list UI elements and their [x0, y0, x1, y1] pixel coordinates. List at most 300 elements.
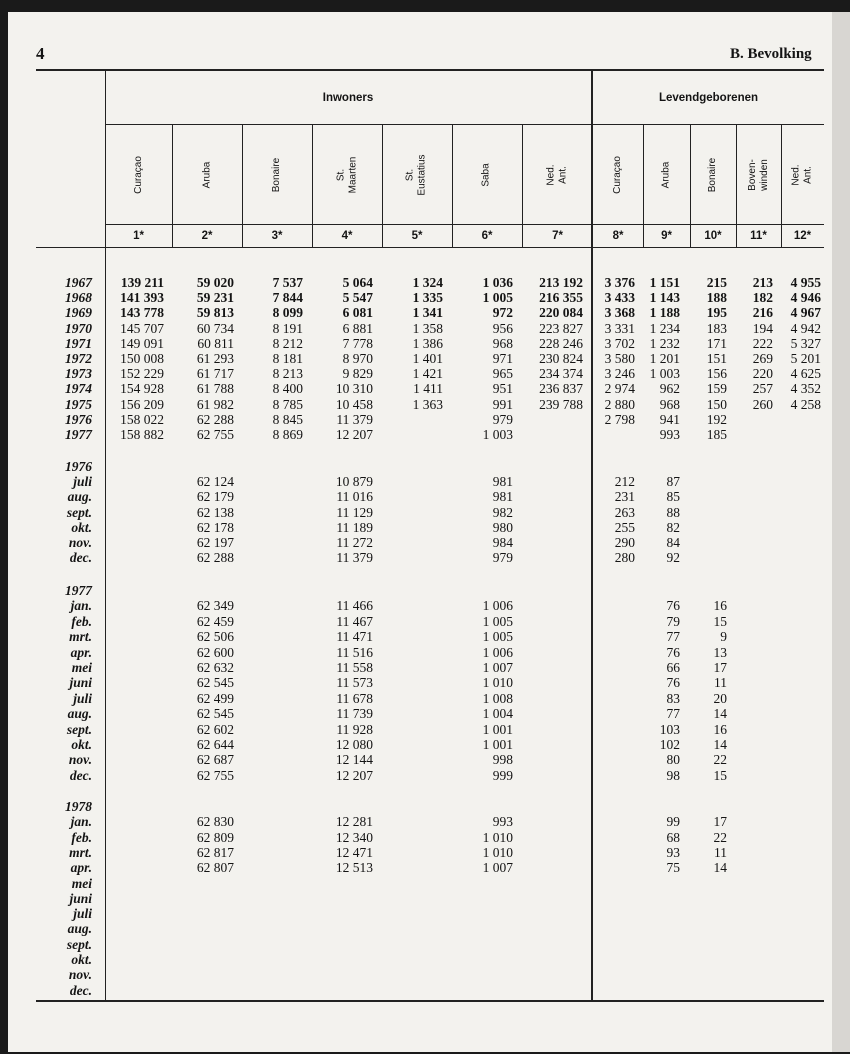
table-cell: 4 352 — [790, 381, 821, 397]
table-cell: 1 324 — [412, 275, 443, 290]
table-cell: 1 386 — [412, 335, 443, 351]
table-cell: 4 258 — [790, 396, 821, 412]
table-cell: 7 844 — [272, 290, 303, 306]
table-cell: 11 678 — [336, 690, 373, 706]
column-header-label: Ned. Ant. — [790, 164, 814, 186]
table-cell: 1 006 — [482, 598, 513, 614]
table-cell: 993 — [659, 427, 680, 442]
table-cell: 62 124 — [196, 474, 234, 490]
row-label: juni — [69, 890, 92, 906]
table-cell: 1 201 — [649, 351, 680, 366]
table-cell: 1 006 — [482, 644, 513, 660]
section-title: B. Bevolking — [730, 46, 812, 62]
table-cell: 195 — [706, 305, 727, 321]
table-cell: 981 — [492, 474, 513, 490]
row-label: 1968 — [65, 290, 92, 306]
row-label: 1977 — [65, 427, 92, 442]
column-number: 12* — [793, 230, 812, 242]
table-cell: 993 — [492, 814, 513, 830]
table-cell: 62 506 — [196, 629, 234, 645]
column-header — [736, 127, 781, 223]
table-cell: 1 007 — [482, 860, 513, 876]
table-cell: 12 207 — [335, 767, 373, 783]
table-cell: 1 008 — [482, 690, 513, 706]
table-cell: 1 232 — [649, 335, 680, 351]
table-cell: 85 — [666, 489, 680, 505]
table-cell: 223 827 — [539, 320, 583, 336]
table-cell: 76 — [666, 598, 680, 614]
table-cell: 234 374 — [539, 366, 583, 382]
table-cell: 13 — [713, 644, 727, 660]
table-cell: 11 928 — [336, 721, 373, 737]
column-header-label: Bonaire — [707, 157, 718, 193]
table-cell: 965 — [492, 366, 513, 382]
table-cell: 11 558 — [336, 660, 373, 675]
table-cell: 62 809 — [196, 829, 234, 845]
table-cell: 968 — [659, 396, 680, 412]
table-cell: 76 — [666, 675, 680, 691]
table-cell: 999 — [492, 767, 513, 783]
table-cell: 62 755 — [196, 767, 234, 783]
table-cell: 182 — [752, 290, 773, 306]
table-cell: 1 234 — [649, 320, 680, 336]
table-cell: 3 376 — [604, 275, 635, 290]
group-levendgeborenen: Levendgeborenen — [658, 92, 759, 104]
table-cell: 11 379 — [336, 550, 373, 566]
row-label: 1970 — [65, 320, 92, 336]
row-label: juli — [73, 474, 92, 490]
table-cell: 8 212 — [272, 335, 303, 351]
table-cell: 20 — [713, 690, 727, 706]
table-cell: 951 — [492, 381, 513, 397]
table-cell: 231 — [614, 489, 635, 505]
table-cell: 7 778 — [342, 335, 373, 351]
column-header-label: Bonaire — [271, 157, 282, 193]
table-cell: 280 — [614, 550, 635, 566]
table-cell: 8 213 — [272, 366, 303, 382]
row-label: nov. — [68, 967, 92, 983]
table-cell: 1 005 — [482, 290, 513, 306]
table-cell: 968 — [492, 335, 513, 351]
table-cell: 103 — [659, 721, 680, 737]
column-header — [690, 127, 736, 223]
table-cell: 1 421 — [412, 366, 443, 382]
name-underline — [105, 224, 824, 225]
table-cell: 22 — [713, 829, 727, 845]
table-cell: 8 400 — [272, 381, 303, 397]
column-header — [172, 127, 242, 223]
table-cell: 8 970 — [342, 351, 373, 366]
table-cell: 962 — [659, 381, 680, 397]
table-cell: 62 138 — [196, 504, 234, 520]
table-cell: 260 — [752, 396, 773, 412]
column-header-label: Boven- winden — [746, 159, 770, 191]
table-cell: 5 327 — [790, 335, 821, 351]
row-label: 1974 — [65, 381, 92, 397]
table-cell: 1 003 — [649, 366, 680, 382]
table-cell: 5 547 — [342, 290, 373, 306]
column-number: 11* — [750, 230, 767, 242]
table-cell: 239 788 — [539, 396, 583, 412]
row-label: okt. — [71, 737, 92, 752]
table-cell: 14 — [713, 706, 727, 722]
table-cell: 61 293 — [196, 351, 234, 366]
table-cell: 14 — [713, 860, 727, 876]
row-label: okt. — [71, 952, 92, 967]
row-label: dec. — [69, 767, 92, 783]
table-cell: 979 — [492, 550, 513, 566]
table-cell: 11 466 — [336, 598, 373, 614]
table-cell: 11 573 — [336, 675, 373, 691]
table-cell: 5 201 — [790, 351, 821, 366]
row-label: juli — [73, 906, 92, 922]
column-header — [452, 127, 522, 223]
column-header — [105, 127, 172, 223]
table-cell: 66 — [666, 660, 680, 675]
column-header-label: St. Maarten — [335, 156, 358, 194]
table-cell: 80 — [666, 752, 680, 768]
table-cell: 11 — [714, 844, 727, 860]
row-label: 1976 — [65, 411, 92, 427]
table-cell: 3 246 — [604, 366, 635, 382]
column-header — [242, 127, 312, 223]
row-label: 1972 — [65, 351, 92, 366]
table-cell: 17 — [713, 660, 727, 675]
table-cell: 192 — [706, 411, 727, 427]
table-cell: 171 — [706, 335, 727, 351]
bottom-rule — [36, 1000, 824, 1002]
table-cell: 971 — [492, 351, 513, 366]
table-cell: 1 001 — [482, 721, 513, 737]
table-cell: 1 341 — [412, 305, 443, 321]
table-cell: 62 830 — [196, 814, 234, 830]
table-cell: 216 355 — [539, 290, 583, 306]
table-cell: 213 — [752, 275, 773, 290]
row-label: dec. — [69, 550, 92, 566]
table-cell: 11 467 — [336, 613, 373, 629]
table-cell: 215 — [706, 275, 727, 290]
table-cell: 981 — [492, 489, 513, 505]
table-cell: 1 004 — [482, 706, 513, 722]
table-cell: 10 310 — [335, 381, 373, 397]
page-edge — [832, 12, 850, 1052]
row-label: aug. — [67, 489, 92, 505]
table-cell: 79 — [666, 613, 680, 629]
table-cell: 7 537 — [272, 275, 303, 290]
table-cell: 152 229 — [120, 366, 164, 382]
table-cell: 12 080 — [335, 737, 373, 752]
row-label: sept. — [66, 504, 92, 520]
table-cell: 15 — [713, 767, 727, 783]
page-number: 4 — [36, 44, 45, 63]
row-label: jan. — [70, 814, 92, 830]
row-label: apr. — [70, 644, 92, 660]
table-cell: 75 — [666, 860, 680, 876]
table-cell: 76 — [666, 644, 680, 660]
table-cell: 263 — [614, 504, 635, 520]
row-label: mei — [71, 660, 92, 675]
column-number: 5* — [411, 230, 423, 242]
table-cell: 59 020 — [196, 275, 234, 290]
table-cell: 4 955 — [790, 275, 821, 290]
table-cell: 93 — [666, 844, 680, 860]
table-cell: 17 — [713, 814, 727, 830]
table-cell: 941 — [659, 411, 680, 427]
table-cell: 143 778 — [120, 305, 164, 321]
column-header-label: Curaçao — [132, 156, 144, 194]
table-cell: 3 331 — [604, 320, 635, 336]
table-cell: 62 545 — [196, 675, 234, 691]
table-cell: 11 016 — [336, 489, 373, 505]
row-label: 1978 — [65, 799, 92, 814]
table-cell: 1 001 — [482, 737, 513, 752]
table-cell: 998 — [492, 752, 513, 768]
table-cell: 1 143 — [649, 290, 680, 306]
column-header — [382, 127, 452, 223]
column-number: 10* — [704, 230, 722, 242]
table-cell: 979 — [492, 411, 513, 427]
table-cell: 185 — [706, 427, 727, 442]
table-cell: 1 010 — [482, 675, 513, 691]
table-cell: 257 — [752, 381, 773, 397]
row-label: feb. — [71, 613, 92, 629]
row-label: mrt. — [69, 844, 92, 860]
column-number: 7* — [552, 230, 563, 242]
table-cell: 194 — [752, 320, 773, 336]
row-label: 1967 — [65, 275, 92, 290]
table-cell: 220 084 — [539, 305, 583, 321]
column-number: 9* — [661, 230, 672, 242]
table-cell: 77 — [666, 706, 680, 722]
table-cell: 12 207 — [335, 427, 373, 442]
table-cell: 14 — [713, 737, 727, 752]
table-cell: 8 181 — [272, 351, 303, 366]
row-label: jan. — [70, 598, 92, 614]
table-cell: 62 459 — [196, 613, 234, 629]
table-cell: 11 189 — [336, 519, 373, 535]
row-label: mei — [71, 875, 92, 891]
table-cell: 1 401 — [412, 351, 443, 366]
table-cell: 213 192 — [539, 275, 583, 290]
table-cell: 216 — [752, 305, 773, 321]
row-label: juli — [73, 690, 92, 706]
table-cell: 11 471 — [336, 629, 373, 645]
table-cell: 8 785 — [272, 396, 303, 412]
column-header-label: Ned. Ant. — [545, 164, 569, 186]
table-cell: 3 433 — [604, 290, 635, 306]
table-cell: 16 — [713, 598, 727, 614]
table-cell: 60 734 — [196, 320, 234, 336]
table-cell: 84 — [666, 535, 680, 550]
table-cell: 4 942 — [790, 320, 821, 336]
row-label: aug. — [67, 706, 92, 722]
table-cell: 154 928 — [120, 381, 164, 397]
table-cell: 12 340 — [335, 829, 373, 845]
table-cell: 9 — [720, 629, 727, 645]
table-cell: 149 091 — [120, 335, 164, 351]
table-cell: 156 209 — [120, 396, 164, 412]
number-underline — [36, 247, 824, 248]
table-cell: 145 707 — [120, 320, 164, 336]
table-cell: 183 — [706, 320, 727, 336]
column-header-label: St. Eustatius — [404, 154, 428, 196]
table-cell: 62 817 — [196, 844, 234, 860]
table-cell: 150 — [706, 396, 727, 412]
table-cell: 59 813 — [196, 305, 234, 321]
row-label: nov. — [68, 535, 92, 550]
table-cell: 8 869 — [272, 427, 303, 442]
table-cell: 158 882 — [120, 427, 164, 442]
table-cell: 8 191 — [272, 320, 303, 336]
table-cell: 1 151 — [649, 275, 680, 290]
table-cell: 12 513 — [335, 860, 373, 876]
table-cell: 1 188 — [649, 305, 680, 321]
table-cell: 62 349 — [196, 598, 234, 614]
table-cell: 1 003 — [482, 427, 513, 442]
table-cell: 156 — [706, 366, 727, 382]
table-cell: 1 010 — [482, 844, 513, 860]
row-label: feb. — [71, 829, 92, 845]
table-cell: 16 — [713, 721, 727, 737]
table-cell: 9 829 — [342, 366, 373, 382]
column-header — [522, 127, 593, 223]
table-cell: 150 008 — [120, 351, 164, 366]
table-cell: 1 363 — [412, 396, 443, 412]
table-cell: 1 005 — [482, 629, 513, 645]
group-inwoners: Inwoners — [322, 92, 374, 104]
row-label: 1969 — [65, 305, 92, 321]
top-rule — [36, 69, 824, 71]
table-cell: 8 099 — [272, 305, 303, 321]
table-cell: 141 393 — [120, 290, 164, 306]
table-cell: 59 231 — [196, 290, 234, 306]
table-cell: 1 010 — [482, 829, 513, 845]
table-cell: 15 — [713, 613, 727, 629]
row-label: okt. — [71, 519, 92, 535]
table-cell: 139 211 — [120, 275, 164, 290]
table-cell: 62 178 — [196, 519, 234, 535]
column-header — [643, 127, 690, 223]
table-cell: 1 335 — [412, 290, 443, 306]
table-cell: 62 755 — [196, 427, 234, 442]
table-cell: 99 — [666, 814, 680, 830]
table-cell: 4 946 — [790, 290, 821, 306]
group-underline — [105, 124, 824, 125]
table-cell: 11 739 — [336, 706, 373, 722]
column-header — [781, 127, 824, 223]
column-number: 4* — [341, 230, 353, 242]
column-number: 1* — [133, 230, 144, 242]
table-cell: 10 879 — [335, 474, 373, 490]
column-number: 8* — [612, 230, 624, 242]
table-cell: 1 358 — [412, 320, 443, 336]
table-cell: 228 246 — [539, 335, 583, 351]
table-cell: 222 — [752, 335, 773, 351]
table-cell: 1 005 — [482, 613, 513, 629]
table-cell: 92 — [666, 550, 680, 566]
table-cell: 3 702 — [604, 335, 635, 351]
table-cell: 61 788 — [196, 381, 234, 397]
table-cell: 230 824 — [539, 351, 583, 366]
table-cell: 956 — [492, 320, 513, 336]
table-cell: 12 144 — [335, 752, 373, 768]
table-cell: 158 022 — [120, 411, 164, 427]
table-cell: 62 288 — [196, 411, 234, 427]
table-cell: 4 967 — [790, 305, 821, 321]
table-cell: 62 644 — [196, 737, 234, 752]
row-label: 1975 — [65, 396, 92, 412]
table-cell: 991 — [492, 396, 513, 412]
table-cell: 188 — [706, 290, 727, 306]
table-cell: 62 197 — [196, 535, 234, 550]
row-label: sept. — [66, 721, 92, 737]
table-cell: 61 982 — [196, 396, 234, 412]
table-cell: 6 081 — [342, 305, 373, 321]
column-number: 2* — [201, 230, 213, 242]
table-cell: 98 — [666, 767, 680, 783]
table-cell: 68 — [666, 829, 680, 845]
table-cell: 60 811 — [197, 335, 234, 351]
table-cell: 8 845 — [272, 411, 303, 427]
table-cell: 290 — [614, 535, 635, 550]
table-cell: 12 281 — [335, 814, 373, 830]
table-cell: 62 288 — [196, 550, 234, 566]
column-header — [312, 127, 382, 223]
table-cell: 62 687 — [196, 752, 234, 768]
table-cell: 11 379 — [336, 411, 373, 427]
column-header-label: Saba — [480, 163, 492, 187]
table-cell: 3 368 — [604, 305, 635, 321]
table-cell: 102 — [659, 737, 680, 752]
column-number: 3* — [271, 230, 283, 242]
row-label: 1976 — [65, 459, 92, 474]
row-label: 1971 — [65, 335, 92, 351]
table-cell: 980 — [492, 519, 513, 535]
table-cell: 62 545 — [196, 706, 234, 722]
table-cell: 12 471 — [335, 844, 373, 860]
table-cell: 982 — [492, 504, 513, 520]
table-cell: 2 974 — [604, 381, 635, 397]
column-header-label: Aruba — [201, 161, 212, 189]
column-header-label: Curaçao — [612, 156, 623, 194]
table-cell: 62 632 — [196, 660, 234, 675]
table-cell: 62 602 — [196, 721, 234, 737]
table-cell: 62 600 — [196, 644, 234, 660]
table-cell: 88 — [666, 504, 680, 520]
table-cell: 4 625 — [790, 366, 821, 382]
table-cell: 22 — [713, 752, 727, 768]
table-cell: 3 580 — [604, 351, 635, 366]
table-cell: 61 717 — [196, 366, 234, 382]
column-header — [593, 127, 643, 223]
column-number: 6* — [481, 230, 493, 242]
row-label: juni — [69, 675, 92, 691]
table-cell: 11 129 — [336, 504, 373, 520]
row-label: apr. — [70, 860, 92, 876]
table-cell: 984 — [492, 535, 513, 550]
row-label: dec. — [69, 982, 92, 998]
table-cell: 972 — [492, 305, 513, 321]
table-cell: 1 007 — [482, 660, 513, 675]
row-label: mrt. — [69, 629, 92, 645]
row-label: 1973 — [65, 366, 92, 382]
table-cell: 87 — [666, 474, 680, 490]
table-cell: 2 880 — [604, 396, 635, 412]
table-cell: 255 — [614, 519, 635, 535]
table-cell: 220 — [752, 366, 773, 382]
table-cell: 62 179 — [196, 489, 234, 505]
table-cell: 11 516 — [336, 644, 373, 660]
